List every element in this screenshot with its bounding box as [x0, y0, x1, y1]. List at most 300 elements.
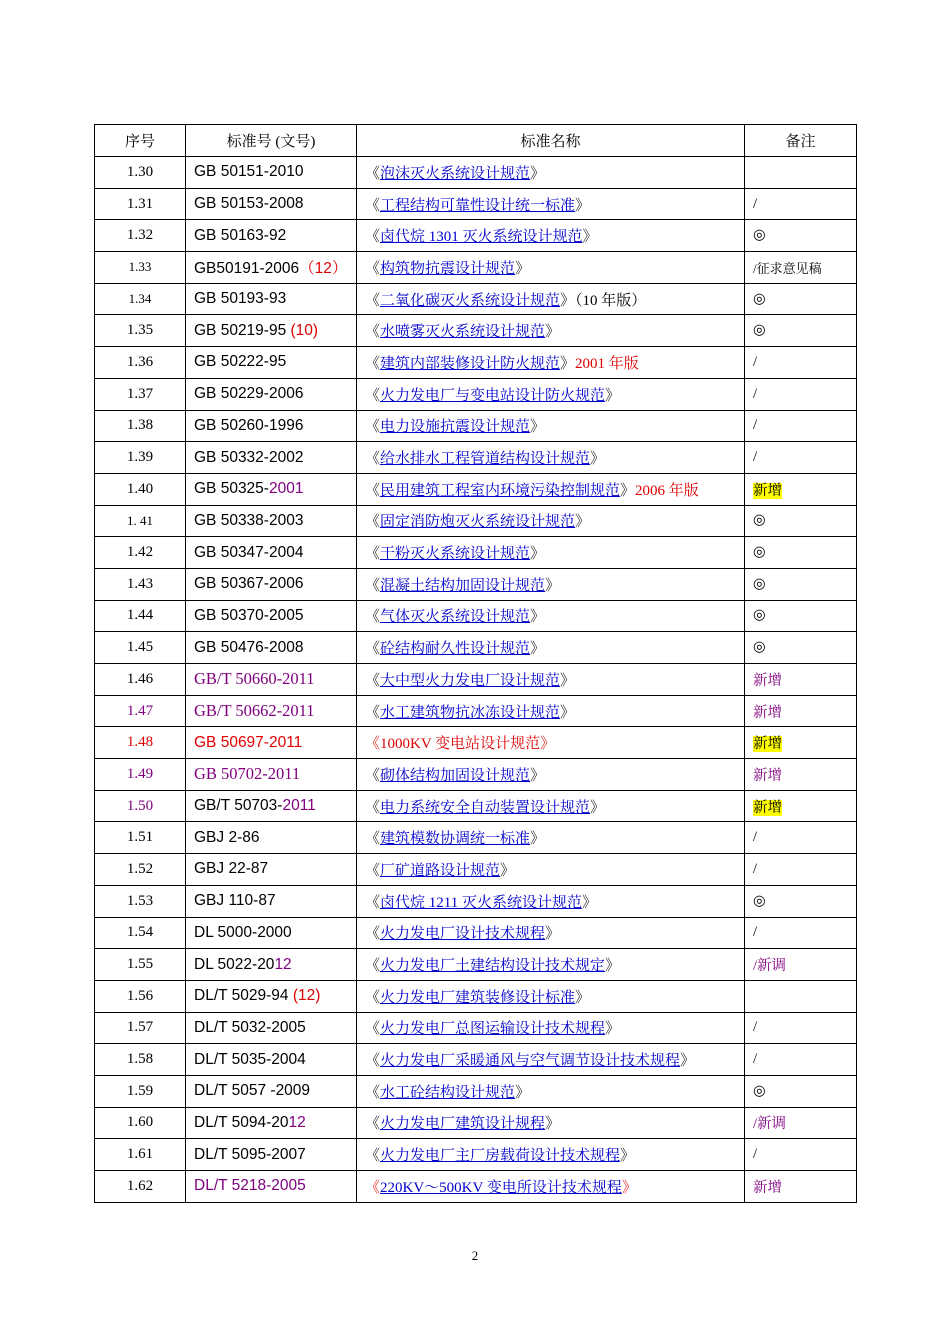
open-bracket: 《 [365, 831, 381, 848]
standard-number-main: GB 50163-92 [194, 226, 287, 244]
standard-title: 1000KV 变电站设计规范 [380, 736, 541, 753]
close-bracket: 》 [605, 1021, 621, 1038]
row-seq: 1.53 [95, 885, 186, 917]
table-row [95, 949, 857, 981]
row-standard-number [186, 410, 357, 442]
close-bracket: 》 [560, 672, 576, 689]
row-standard-name [357, 822, 745, 854]
remark-text: 新增 [753, 482, 782, 499]
close-bracket: 》 [605, 958, 621, 975]
close-bracket: 》 [545, 1116, 561, 1133]
row-standard-number [186, 790, 357, 822]
standard-title: 火力发电厂设计技术规程 [380, 926, 546, 943]
close-bracket: 》 [500, 862, 516, 879]
row-seq: 1.55 [95, 949, 186, 981]
row-seq: 1.30 [95, 157, 186, 189]
standard-title: 火力发电厂土建结构设计技术规定 [380, 958, 606, 975]
standard-number-main: DL/T 5035-2004 [194, 1050, 306, 1068]
remark-text: ◎ [753, 575, 766, 592]
close-bracket: 》 [575, 514, 591, 531]
remark-text: ◎ [753, 892, 766, 909]
standard-number-main: DL/T 5029-94 [194, 987, 293, 1005]
row-standard-number [186, 315, 357, 347]
standard-number-main: GB 50229-2006 [194, 385, 304, 403]
row-standard-number [186, 378, 357, 410]
row-seq: 1.37 [95, 378, 186, 410]
table-row [95, 188, 857, 220]
standard-number-main: GB 50338-2003 [194, 511, 304, 529]
row-remark [745, 410, 857, 442]
row-standard-number [186, 1139, 357, 1171]
row-standard-number [186, 759, 357, 791]
table-row [95, 695, 857, 727]
table-header-row [95, 125, 857, 157]
row-standard-number [186, 220, 357, 252]
close-bracket: 》 [590, 799, 606, 816]
standard-number-main: GB 50367-2006 [194, 575, 304, 593]
standard-title: 大中型火力发电厂设计规范 [380, 672, 561, 689]
row-standard-number [186, 1107, 357, 1139]
standard-title: 干粉灭火系统设计规范 [380, 546, 531, 563]
table-row [95, 410, 857, 442]
standard-title: 建筑内部装修设计防火规范 [380, 355, 561, 372]
remark-text: ◎ [753, 290, 766, 307]
standard-number-main: DL/T 5218-2005 [194, 1177, 306, 1195]
row-standard-name [357, 917, 745, 949]
row-standard-name [357, 727, 745, 759]
row-seq: 1.56 [95, 980, 186, 1012]
row-seq: 1.40 [95, 473, 186, 505]
remark-text: ◎ [753, 1082, 766, 1099]
standard-number-extra: 12 [274, 955, 292, 973]
table-row [95, 980, 857, 1012]
standard-number-main: GB 50370-2005 [194, 606, 304, 624]
standard-number-extra: 2001 [268, 480, 304, 498]
close-bracket: 》 [530, 641, 546, 658]
row-seq: 1.48 [95, 727, 186, 759]
row-standard-number [186, 949, 357, 981]
remark-text: / [753, 924, 758, 941]
row-standard-number [186, 664, 357, 696]
standard-number-extra: (10) [290, 321, 319, 339]
row-seq: 1.35 [95, 315, 186, 347]
remark-text: 新增 [753, 799, 782, 816]
standard-title: 水喷雾灭火系统设计规范 [380, 324, 546, 341]
row-seq: 1.59 [95, 1075, 186, 1107]
standard-title: 火力发电厂建筑设计规程 [380, 1116, 546, 1133]
standard-number-main: DL/T 5095-2007 [194, 1145, 306, 1163]
open-bracket: 《 [365, 1179, 381, 1196]
row-remark [745, 949, 857, 981]
open-bracket: 《 [365, 767, 381, 784]
remark-text: / [753, 1146, 758, 1163]
open-bracket: 《 [365, 799, 381, 816]
standard-number-main: GBJ 22-87 [194, 860, 269, 878]
standard-title: 构筑物抗震设计规范 [380, 260, 516, 277]
row-standard-name [357, 188, 745, 220]
row-remark [745, 220, 857, 252]
open-bracket: 《 [365, 989, 381, 1006]
standard-number-main: GB/T 50703- [194, 797, 283, 815]
row-remark [745, 378, 857, 410]
standard-title: 气体灭火系统设计规范 [380, 609, 531, 626]
remark-text: ◎ [753, 227, 766, 244]
row-standard-name [357, 1171, 745, 1203]
table-row [95, 537, 857, 569]
row-remark [745, 1139, 857, 1171]
open-bracket: 《 [365, 451, 381, 468]
remark-text: ◎ [753, 512, 766, 529]
open-bracket: 《 [365, 894, 381, 911]
open-bracket: 《 [365, 324, 381, 341]
row-standard-name [357, 1075, 745, 1107]
standard-number-extra: (12) [292, 987, 321, 1005]
row-standard-name [357, 854, 745, 886]
table-row [95, 378, 857, 410]
table-row [95, 1139, 857, 1171]
standard-number-main: GB 50332-2002 [194, 448, 304, 466]
row-standard-number [186, 727, 357, 759]
row-seq: 1.46 [95, 664, 186, 696]
remark-text: / [753, 195, 758, 212]
table-row [95, 220, 857, 252]
row-seq: 1.43 [95, 568, 186, 600]
standard-title: 建筑模数协调统一标准 [380, 831, 531, 848]
row-remark [745, 727, 857, 759]
row-standard-name [357, 1012, 745, 1044]
standard-title: 水工砼结构设计规范 [380, 1084, 516, 1101]
standards-table [94, 124, 857, 1203]
row-standard-number [186, 1075, 357, 1107]
standard-number-main: GB/T 50662-2011 [194, 701, 315, 721]
row-standard-number [186, 1044, 357, 1076]
row-standard-name [357, 473, 745, 505]
remark-text: / [753, 449, 758, 466]
row-standard-number [186, 347, 357, 379]
row-standard-name [357, 410, 745, 442]
row-remark [745, 885, 857, 917]
row-seq: 1.49 [95, 759, 186, 791]
row-remark [745, 854, 857, 886]
open-bracket: 《 [365, 292, 381, 309]
standard-number-main: GB 50222-95 [194, 353, 287, 371]
row-seq: 1.42 [95, 537, 186, 569]
open-bracket: 《 [365, 514, 381, 531]
row-remark [745, 980, 857, 1012]
row-remark [745, 695, 857, 727]
close-bracket: 》 [530, 165, 546, 182]
open-bracket: 《 [365, 1084, 381, 1101]
row-remark [745, 568, 857, 600]
open-bracket: 《 [365, 641, 381, 658]
row-remark [745, 759, 857, 791]
open-bracket: 《 [365, 958, 381, 975]
close-bracket: 》 [545, 926, 561, 943]
close-bracket: 》 [530, 419, 546, 436]
row-standard-number [186, 1012, 357, 1044]
row-standard-number [186, 537, 357, 569]
standard-title: 工程结构可靠性设计统一标准 [380, 197, 576, 214]
open-bracket: 《 [365, 165, 381, 182]
standard-number-main: GB 50702-2011 [194, 764, 301, 784]
standard-number-main: GB 50193-93 [194, 290, 287, 308]
row-seq: 1.31 [95, 188, 186, 220]
row-remark [745, 188, 857, 220]
row-seq: 1.50 [95, 790, 186, 822]
remark-text: / [753, 1019, 758, 1036]
row-standard-name [357, 759, 745, 791]
open-bracket: 《 [365, 672, 381, 689]
header-remarks: 备注 [745, 125, 857, 157]
row-seq: 1. 41 [95, 505, 186, 537]
remark-text: ◎ [753, 639, 766, 656]
row-remark [745, 600, 857, 632]
row-standard-number [186, 632, 357, 664]
row-seq: 1.36 [95, 347, 186, 379]
open-bracket: 《 [365, 609, 381, 626]
row-remark [745, 822, 857, 854]
row-standard-number [186, 822, 357, 854]
row-standard-name [357, 1044, 745, 1076]
remark-text: 新增 [753, 704, 782, 721]
row-standard-number [186, 1171, 357, 1203]
row-seq: 1.44 [95, 600, 186, 632]
row-remark [745, 442, 857, 474]
row-standard-name [357, 442, 745, 474]
row-standard-name [357, 378, 745, 410]
standard-title: 泡沫灭火系统设计规范 [380, 165, 531, 182]
row-standard-name [357, 283, 745, 315]
row-seq: 1.32 [95, 220, 186, 252]
close-bracket: 》 [620, 1148, 636, 1165]
close-bracket: 》 [560, 355, 576, 372]
row-seq: 1.34 [95, 283, 186, 315]
row-standard-number [186, 885, 357, 917]
row-standard-number [186, 568, 357, 600]
row-seq: 1.52 [95, 854, 186, 886]
close-bracket: 》 [530, 767, 546, 784]
page-number: 2 [471, 1248, 479, 1263]
row-standard-number [186, 283, 357, 315]
standard-title: 电力设施抗震设计规范 [380, 419, 531, 436]
standard-number-main: GB/T 50660-2011 [194, 669, 315, 689]
open-bracket: 《 [365, 260, 381, 277]
table-row [95, 600, 857, 632]
standard-number-main: DL 5022-20 [194, 955, 275, 973]
remark-text: ◎ [753, 544, 766, 561]
row-standard-name [357, 568, 745, 600]
remark-text: 新增 [753, 736, 782, 753]
row-remark [745, 632, 857, 664]
row-standard-number [186, 980, 357, 1012]
remark-text: 新增 [753, 672, 782, 689]
table-row [95, 505, 857, 537]
table-row [95, 283, 857, 315]
standard-number-main: DL/T 5032-2005 [194, 1018, 306, 1036]
table-row [95, 315, 857, 347]
row-standard-name [357, 949, 745, 981]
close-bracket: 》 [621, 1179, 637, 1196]
remark-text: 新增 [753, 1179, 782, 1196]
table-row [95, 885, 857, 917]
remark-text: ◎ [753, 322, 766, 339]
open-bracket: 《 [365, 387, 381, 404]
remark-text: /新调 [753, 1116, 787, 1133]
standard-number-extra: （12） [299, 260, 348, 278]
standard-title: 火力发电厂建筑装修设计标准 [380, 989, 576, 1006]
row-standard-number [186, 917, 357, 949]
table-row [95, 632, 857, 664]
close-bracket: 》 [540, 736, 556, 753]
table-row [95, 473, 857, 505]
table-row [95, 252, 857, 284]
remark-text: / [753, 385, 758, 402]
standard-number-main: GB50191-2006 [194, 260, 300, 278]
standard-title: 二氧化碳灭火系统设计规范 [380, 292, 561, 309]
row-seq: 1.39 [95, 442, 186, 474]
row-remark [745, 1171, 857, 1203]
remark-text: /新调 [753, 958, 787, 975]
row-standard-number [186, 473, 357, 505]
row-remark [745, 664, 857, 696]
open-bracket: 《 [365, 926, 381, 943]
table-row [95, 790, 857, 822]
table-body [95, 157, 857, 1203]
row-remark [745, 1012, 857, 1044]
standard-title: 砼结构耐久性设计规范 [380, 641, 531, 658]
row-seq: 1.54 [95, 917, 186, 949]
row-seq: 1.45 [95, 632, 186, 664]
table-row [95, 157, 857, 189]
row-remark [745, 505, 857, 537]
standard-number-extra: 12 [288, 1113, 306, 1131]
standard-title: 给水排水工程管道结构设计规范 [380, 451, 591, 468]
standard-title: 火力发电厂采暖通风与空气调节设计技术规程 [380, 1053, 681, 1070]
table-row [95, 1044, 857, 1076]
close-bracket: 》 [515, 260, 531, 277]
header-standard-number: 标准号 (文号) [186, 125, 357, 157]
remark-text: / [753, 417, 758, 434]
row-standard-name [357, 790, 745, 822]
standard-number-main: GB 50325- [194, 480, 269, 498]
close-bracket: 》 [575, 989, 591, 1006]
standard-number-main: DL/T 5057 -2009 [194, 1082, 311, 1100]
close-bracket: 》 [605, 387, 621, 404]
table-row [95, 347, 857, 379]
standard-title: 220KV～500KV 变电所设计技术规程 [380, 1179, 622, 1196]
standard-title: 水工建筑物抗冰冻设计规范 [380, 704, 561, 721]
row-standard-number [186, 157, 357, 189]
row-remark [745, 537, 857, 569]
row-standard-name [357, 505, 745, 537]
table-row [95, 917, 857, 949]
title-suffix: 2001 年版 [575, 355, 639, 372]
close-bracket: 》 [560, 704, 576, 721]
remark-text: / [753, 860, 758, 877]
title-suffix: 2006 年版 [635, 482, 699, 499]
close-bracket: 》 [620, 482, 636, 499]
row-remark [745, 1075, 857, 1107]
row-standard-name [357, 1139, 745, 1171]
table-row [95, 759, 857, 791]
row-standard-number [186, 854, 357, 886]
row-standard-name [357, 220, 745, 252]
row-seq: 1.47 [95, 695, 186, 727]
remark-text: / [753, 1051, 758, 1068]
remark-text: 新增 [753, 767, 782, 784]
row-seq: 1.51 [95, 822, 186, 854]
close-bracket: 》 [560, 292, 576, 309]
row-remark [745, 347, 857, 379]
close-bracket: 》 [581, 894, 597, 911]
standard-title: 砌体结构加固设计规范 [380, 767, 531, 784]
row-remark [745, 157, 857, 189]
open-bracket: 《 [365, 1148, 381, 1165]
close-bracket: 》 [530, 546, 546, 563]
row-seq: 1.61 [95, 1139, 186, 1171]
open-bracket: 《 [365, 736, 381, 753]
standard-number-main: DL/T 5094-20 [194, 1113, 289, 1131]
open-bracket: 《 [365, 1021, 381, 1038]
row-standard-name [357, 347, 745, 379]
standard-number-main: DL 5000-2000 [194, 923, 292, 941]
open-bracket: 《 [365, 482, 381, 499]
open-bracket: 《 [365, 704, 381, 721]
row-standard-name [357, 157, 745, 189]
row-remark [745, 283, 857, 315]
row-standard-number [186, 505, 357, 537]
standard-title: 火力发电厂主厂房载荷设计技术规程 [380, 1148, 621, 1165]
close-bracket: 》 [545, 577, 561, 594]
row-seq: 1.60 [95, 1107, 186, 1139]
row-seq: 1.58 [95, 1044, 186, 1076]
standard-number-main: GB 50151-2010 [194, 163, 304, 181]
table-row [95, 854, 857, 886]
row-standard-name [357, 315, 745, 347]
close-bracket: 》 [530, 831, 546, 848]
standard-number-main: GB 50153-2008 [194, 195, 304, 213]
row-remark [745, 473, 857, 505]
close-bracket: 》 [582, 229, 598, 246]
open-bracket: 《 [365, 862, 381, 879]
row-seq: 1.33 [95, 252, 186, 284]
close-bracket: 》 [590, 451, 606, 468]
table-row [95, 664, 857, 696]
row-standard-name [357, 632, 745, 664]
row-standard-name [357, 1107, 745, 1139]
row-seq: 1.62 [95, 1171, 186, 1203]
standard-number-main: GBJ 110-87 [194, 892, 276, 910]
standard-title: 卤代烷 1301 灭火系统设计规范 [380, 229, 583, 246]
close-bracket: 》 [575, 197, 591, 214]
header-seq: 序号 [95, 125, 186, 157]
open-bracket: 《 [365, 546, 381, 563]
table-row [95, 822, 857, 854]
row-remark [745, 917, 857, 949]
table-row [95, 442, 857, 474]
remark-text: / [753, 829, 758, 846]
row-remark [745, 315, 857, 347]
remark-text: ◎ [753, 607, 766, 624]
open-bracket: 《 [365, 1116, 381, 1133]
row-standard-number [186, 695, 357, 727]
row-remark [745, 790, 857, 822]
header-standard-name: 标准名称 [357, 125, 745, 157]
row-seq: 1.57 [95, 1012, 186, 1044]
table-row [95, 1107, 857, 1139]
row-standard-name [357, 980, 745, 1012]
close-bracket: 》 [545, 324, 561, 341]
